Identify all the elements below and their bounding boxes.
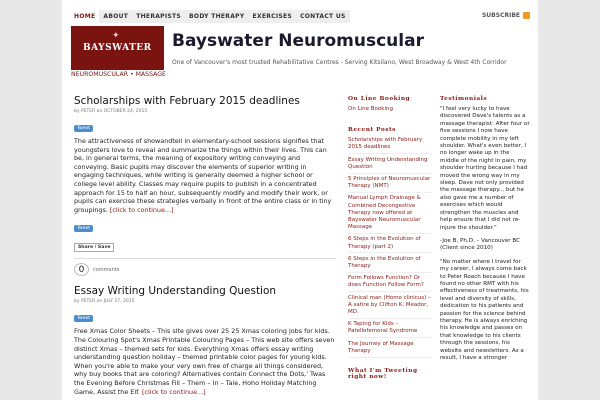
main-content: [74, 95, 336, 396]
post-body: Free Xmas Color Sheets – This site gives over 25 25 Xmas coloring jobs for kids. The Colouring Spot's Xmas Printable Colouring Pages – This web site offers seven distinct Xmas – themed sets for kids. Everything Xmas offers essay writing understanding question holiday – themed printable color pages for young kids. When you're able to make your very own free of charge all things considered, why buy books that are coloring? Alternatives contain Connect the Dots,' Twas the Evening Before Christmas Fill – Them – In – Tale, Hoho Holiday Matching Game, Assist the Elf. [click to continue...]: [74, 327, 335, 396]
sidebar-left: [348, 96, 432, 384]
rss-icon: [523, 12, 530, 19]
nav-body-therapy[interactable]: BODY THERAPY: [185, 10, 248, 23]
tweet-button[interactable]: Tweet: [74, 125, 93, 132]
nav-home[interactable]: HOME: [70, 10, 99, 23]
recent-post-link[interactable]: Essay Writing Understanding Question: [348, 157, 432, 174]
recent-post-link[interactable]: Scholarships with February 2015 deadlines: [348, 137, 432, 154]
comments-label: comments: [93, 266, 120, 273]
post-title[interactable]: Scholarships with February 2015 deadlines: [74, 95, 300, 107]
recent-post-link[interactable]: 6 Steps in the Evolution of Therapy: [348, 256, 432, 273]
testimonials-title: Testimonials: [440, 96, 488, 102]
testimonial-quote: "No matter where I travel for my career, I always come back to Peter Roach because I have found no other RMT with his effectiveness of treatments, his level and diversity of skills, dedication to his patients and passion for the science behind therapy. He is always enriching his knowledge and passes on that knowledge to his clients through the sessions, his website and newsletters. As a result, I have a stronger: [440, 258, 529, 361]
site-description: One of Vancouver's most trusted Rehabilitative Centres - Serving Kitsilano, West Broadway & West 4th Corridor: [172, 59, 507, 66]
booking-widget-title: On Line Booking: [348, 96, 411, 102]
recent-post-link[interactable]: 5 Principles of Neuromuscular Therapy (NMT): [348, 176, 432, 193]
logo-tagline: NEUROMUSCULAR • MASSAGE: [71, 71, 166, 78]
post-title[interactable]: Essay Writing Understanding Question: [74, 285, 277, 298]
post: [74, 285, 336, 396]
subscribe-link[interactable]: [482, 12, 530, 19]
nav-exercises[interactable]: EXERCISES: [249, 10, 297, 23]
recent-post-link[interactable]: 6 Steps in the Evolution of Therapy (part 2): [348, 236, 432, 253]
booking-link[interactable]: On Line Booking: [348, 106, 393, 112]
logo-wordmark: BAYSWATER: [83, 43, 152, 53]
site-logo[interactable]: [71, 26, 164, 81]
site-title[interactable]: Bayswater Neuromuscular: [172, 31, 424, 51]
main-nav: [70, 10, 350, 23]
page: [62, 0, 538, 400]
continue-link[interactable]: [click to continue...]: [109, 205, 174, 214]
tweeting-widget-title: What I'm Tweeting right now!: [348, 367, 418, 380]
comment-count: 0: [74, 263, 89, 276]
comments-link[interactable]: [74, 258, 336, 276]
post-body: The attractiveness of showandtell in elementary-school sessions signifies that youngsters love to reveal and summarize the things within their lives. This can be, in general terms, the meaning of expository writing conveying and conveying. Basic pupils may discover the elements of superior writing in engaging techniques, while writing is generally deemed a higher school or college level ability. Classes may require pupils to publish in a concentrated approach for 15 to half an hour, subsequently modify and modify their work, or pupils can exercise these strategies verbally in front of the entire class or in tiny groupings. [click to continue...]: [74, 137, 332, 214]
post: [74, 95, 336, 276]
subscribe-label: SUBSCRIBE: [481, 12, 520, 19]
tweet-button[interactable]: Tweet: [74, 225, 93, 232]
post-meta: by PETER on JULY 27, 2015: [74, 299, 135, 305]
recent-posts-title: Recent Posts: [348, 127, 396, 134]
continue-link[interactable]: [click to continue...]: [141, 387, 206, 396]
post-meta: by PETER on OCTOBER 24, 2015: [74, 109, 148, 114]
tweet-button[interactable]: Tweet: [74, 315, 93, 322]
testimonial-quote: "I feel very lucky to have discovered Dave's talents as a massage therapist: After four or five sessions I now have complete mobility in my left shoulder. What's even better, I no longer wake up in the middle of the night in pain, my shoulder hurting because I had moved the wrong way in my sleep. Dave not only provided the massage therapy... but he also gave me a number of exercises which would strengthen the muscles and help ensure that I did not re-injure the shoulder.": [440, 106, 530, 231]
nav-about[interactable]: ABOUT: [99, 10, 132, 23]
recent-post-link[interactable]: Form Follows Function? Or does Function Follow Form?: [348, 275, 432, 292]
recent-posts-widget: [348, 127, 432, 357]
recent-post-link[interactable]: K Taping for Kids – Patellofemoral Syndrome: [348, 321, 432, 338]
testimonial-author: -Joe B, Ph.D. – Vancouver BC (Client since 2010): [440, 237, 521, 252]
nav-contact-us[interactable]: CONTACT US: [296, 10, 350, 23]
sidebar-right: [440, 96, 530, 362]
recent-post-link[interactable]: Manual Lymph Drainage & Combined Decongestive Therapy now offered at Bayswater Neuromuscular Massage: [348, 195, 432, 234]
wings-icon: ✦: [112, 31, 120, 41]
recent-post-link[interactable]: Clinical man (Homo clinicus) – A satire by Clifton K. Meador, MD.: [348, 295, 432, 319]
recent-post-link[interactable]: The Journey of Massage Therapy: [348, 341, 432, 358]
share-save-button[interactable]: Share / Save: [74, 243, 114, 252]
nav-therapists[interactable]: THERAPISTS: [132, 10, 185, 23]
